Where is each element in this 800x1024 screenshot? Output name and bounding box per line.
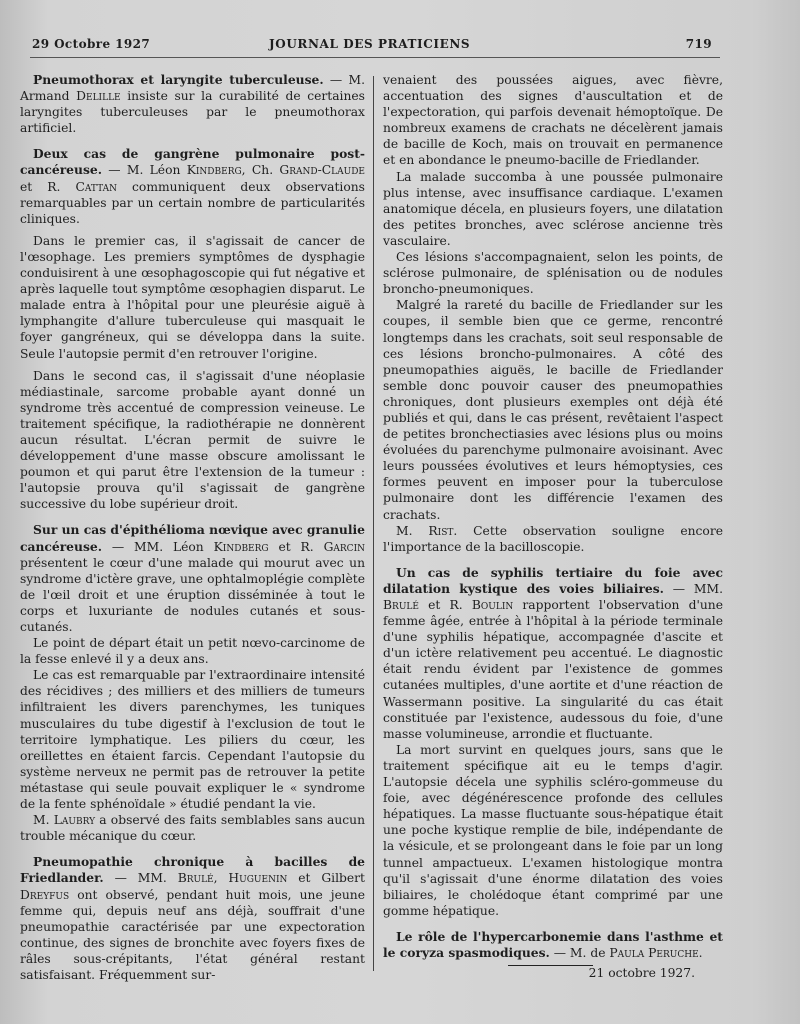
- author-name: Kindberg: [213, 539, 269, 554]
- page-number: 719: [685, 37, 712, 51]
- journal-title: JOURNAL DES PRATICIENS: [269, 37, 471, 51]
- paragraph: M. Rist. Cette observation souligne encore l'importance de la bacilloscopie.: [383, 523, 723, 554]
- closing-date: 21 octobre 1927.: [588, 966, 695, 981]
- section-hypercarbonemie: Le rôle de l'hypercarbonemie dans l'asthme et le coryza spasmodiques. — M. de Paula Peruche.: [383, 928, 723, 960]
- section-title: Un cas de syphilis tertiaire du foie avec dilatation kystique des voies biliaires.: [383, 564, 723, 596]
- section-pneumothorax: Pneumothorax et laryngite tuberculeuse. — M. Armand Delille insiste sur la curabilité de certaines laryngites tuberculeuses par le pneumothorax artificiel.: [20, 72, 365, 136]
- paragraph: Le cas est remarquable par l'extraordinaire intensité des récidives ; des milliers et des milliers de tumeurs infiltraient les divers parenchymes, les tuniques musculaires du tube digestif à l'exclusion de tout le territoire lymphatique. Les piliers du cœur, les oreillettes en étaient farcis. Cependant l'autopsie du système nerveux ne permit pas de retrouver la petite métastase qui seule pouvait expliquer le « syndrome de la fente sphénoïdale » étudié pendant la vie.: [20, 668, 365, 812]
- author-name: Grand-Claude: [279, 163, 365, 178]
- closing-rule: [508, 965, 593, 966]
- section-gangrene: Deux cas de gangrène pulmonaire post-cancéreuse. — M. Léon Kindberg, Ch. Grand-Claude et R. Cattan communiquent deux observations remarquables par un certain nombre de particularités cliniques.: [20, 146, 365, 226]
- paragraph: Le point de départ était un petit nœvo-carcinome de la fesse enlevé il y a deux ans.: [20, 636, 365, 667]
- header-rule: [30, 57, 720, 58]
- section-title: Le rôle de l'hypercarbonemie dans l'asthme et le coryza spasmodiques.: [383, 928, 723, 960]
- author-name: Huguenin: [228, 871, 288, 886]
- section-title: Deux cas de gangrène pulmonaire post-cancéreuse.: [20, 146, 365, 178]
- paragraph: venaient des poussées aigues, avec fièvre, accentuation des signes d'auscultation et de l'expectoration, qui parfois devenait hémoptoïque. De nombreux examens de crachats ne décelèrent jamais de bacille de Koch, mais on trouvait en permanence et en abondance le pneumo-bacille de Friedlander.: [383, 73, 723, 168]
- right-column: [383, 72, 723, 981]
- author-name: Garcin: [323, 539, 365, 554]
- section-title: Sur un cas d'épithélioma nœvique avec granulie cancéreuse.: [20, 522, 365, 554]
- author-name: Paula Peruche: [609, 945, 699, 960]
- paragraph: M. Laubry a observé des faits semblables sans aucun trouble mécanique du cœur.: [20, 813, 365, 844]
- section-syphilis: Un cas de syphilis tertiaire du foie avec dilatation kystique des voies biliaires. — MM. Brulé et R. Boulin rapportent l'observation d'une femme âgée, entrée à l'hôpital à la période terminale d'une syphilis hépatique, accompagnée d'ascite et d'un ictère relativement peu accentué. Le diagnostic était rendu évident par l'existence de gommes cutanées multiples, d'une aortite et d'une réaction de Wassermann positive. La singularité du cas était constituée par l'existence, audessous du foie, d'une masse volumineuse, arrondie et fluctuante.: [383, 564, 723, 741]
- author-name: Laubry: [53, 813, 96, 828]
- author-name: Brulé: [383, 598, 419, 612]
- paragraph: Malgré la rareté du bacille de Friedlander sur les coupes, il semble bien que ce germe, rencontré longtemps dans les crachats, soit seul responsable de ces lésions broncho-pulmonaires. A côté des pneumopathies aiguës, le bacille de Friedlander semble donc pouvoir causer des pneumopathies chroniques, dont plusieurs exemples ont déjà été publiés et qui, dans le cas présent, revêtaient l'aspect de petites bronchectiasies avec lésions plus ou moins évoluées du parenchyme pulmonaire avoisinant. Avec leurs poussées évolutives et leurs hémoptysies, ces formes peuvent en imposer pour la tuberculose pulmonaire dont les différencie l'examen des crachats.: [383, 298, 723, 522]
- section-title: Pneumopathie chronique à bacilles de Friedlander.: [20, 854, 365, 886]
- section-title: Pneumothorax et laryngite tuberculeuse.: [33, 72, 324, 87]
- author-name: Cattan: [75, 179, 117, 194]
- paragraph: Dans le premier cas, il s'agissait de cancer de l'œsophage. Les premiers symptômes de dysphagie conduisirent à une œsophagoscopie qui fut négative et après laquelle tout symptôme œsophagien disparut. Le malade entra à l'hôpital pour une pleurésie aiguë à lymphangite d'allure tuberculeuse qui masquait le foyer gangréneux, qui se développa dans la suite. Seule l'autopsie permit d'en retrouver l'origine.: [20, 233, 365, 361]
- left-column: [20, 72, 365, 983]
- author-name: Rist: [428, 523, 454, 538]
- paragraph: Ces lésions s'accompagnaient, selon les points, de sclérose pulmonaire, de splénisation ou de nodules broncho-pneumoniques.: [383, 250, 723, 297]
- page-header: [32, 37, 712, 55]
- author-name: Brulé: [177, 871, 214, 886]
- column-divider: [373, 76, 374, 971]
- author-name: Dreyfus: [20, 887, 70, 902]
- paragraph: Dans le second cas, il s'agissait d'une néoplasie médiastinale, sarcome probable ayant donné un syndrome très accentué de compression veineuse. Le traitement spécifique, la radiothérapie ne donnèrent aucun résultat. L'écran permit de suivre le développement d'une masse obscure amolissant le poumon et qui parut être l'extension de la tumeur : l'autopsie prouva qu'il s'agissait de gangrène successive du lobe supérieur droit.: [20, 368, 365, 512]
- section-epithelioma: Sur un cas d'épithélioma nœvique avec granulie cancéreuse. — MM. Léon Kindberg et R. Garcin présentent le cœur d'une malade qui mourut avec un syndrome d'ictère grave, une ophtalmoplégie complète de l'œil droit et une éruption disséminée à tout le corps et luxuriante de nodules cutanés et sous-cutanés.: [20, 522, 365, 634]
- author-name: Boulin: [471, 598, 514, 612]
- paragraph: La mort survint en quelques jours, sans que le traitement spécifique ait eu le temps d'agir. L'autopsie décela une syphilis scléro-gommeuse du foie, avec dégénérescence profonde des cellules hépatiques. La masse fluctuante sous-hépatique était une poche kystique remplie de bile, indépendante de la vésicule, et se prolongeant dans le foie par un long tunnel ampactueux. L'examen histologique montra qu'il s'agissait d'une énorme dilatation des voies biliaires, le cholédoque étant comprimé par une gomme hépatique.: [383, 742, 723, 918]
- paragraph: La malade succomba à une poussée pulmonaire plus intense, avec insuffisance cardiaque. L'examen anatomique décela, en plusieurs foyers, une dilatation des petites bronches, avec sclérose ancienne très vasculaire.: [383, 169, 723, 248]
- section-pneumopathie: Pneumopathie chronique à bacilles de Friedlander. — MM. Brulé, Huguenin et Gilbert Dreyfus ont observé, pendant huit mois, une jeune femme qui, depuis neuf ans déjà, souffrait d'une pneumopathie caractérisée par une expectoration continue, des signes de bronchite avec foyers fixes de râles sous-crépitants, l'état général restant satisfaisant. Fréquemment sur-: [20, 854, 365, 982]
- header-date: 29 Octobre 1927: [32, 37, 151, 51]
- author-name: Delille: [76, 89, 121, 104]
- author-name: Kindberg: [186, 163, 242, 178]
